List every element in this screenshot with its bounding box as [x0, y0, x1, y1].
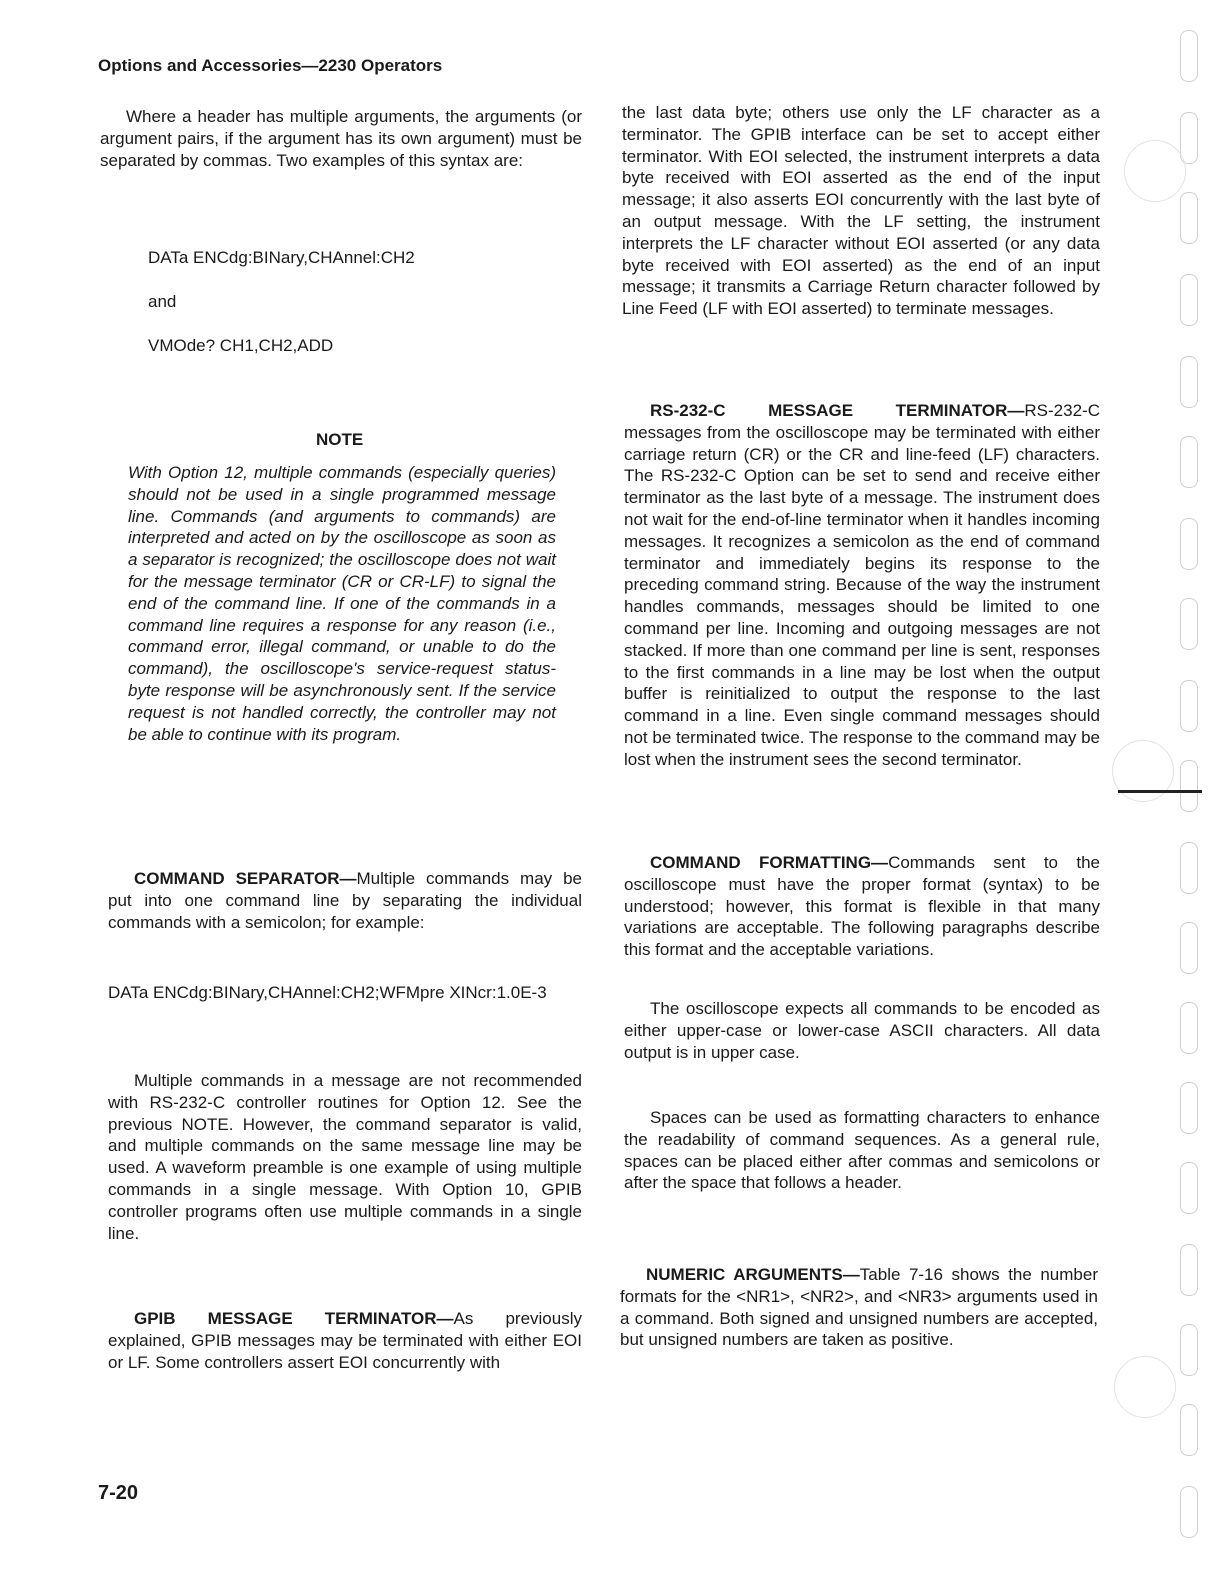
example-1: DATa ENCdg:BINary,CHAnnel:CH2: [148, 248, 415, 267]
binding-mark: [1180, 192, 1198, 244]
binding-mark: [1180, 842, 1198, 894]
binding-mark: [1180, 598, 1198, 650]
multiple-commands-paragraph: [108, 1070, 582, 1244]
binding-mark: [1180, 1324, 1198, 1376]
rs232-terminator-heading: RS-232-C MESSAGE TERMINATOR—: [650, 401, 1025, 420]
note-body: With Option 12, multiple commands (especially queries) should not be used in a single programmed message line. Commands (and arguments to commands) are interpreted and acted on by the oscilloscope as soon as a separator is recognized; the oscilloscope does not wait for the message terminator (CR or CR-LF) to signal the end of the command line. If one of the commands in a command line requires a response for any reason (i.e., command error, illegal command, or unable to do the command), the oscilloscope's service-request status-byte response will be asynchronously sent. If the service request is not handled correctly, the controller may not be able to continue with its program.: [128, 463, 556, 744]
binding-mark: [1180, 274, 1198, 326]
command-separator-section: [108, 868, 582, 933]
numeric-arguments-heading: NUMERIC ARGUMENTS—: [646, 1265, 860, 1284]
gpib-terminator-continued-text: the last data byte; others use only the LF character as a terminator. The GPIB interface can be set to accept either terminator. With EOI selected, the instrument interprets a data byte received with EOI asserted as the end of the input message; it also asserts EOI concurrently with the last byte of an output message. With the LF setting, the instrument interprets the LF character without EOI asserted (or any data byte received with EOI asserted) as the end of an input message; it transmits a Carriage Return character followed by Line Feed (LF with EOI asserted) to terminate messages.: [622, 103, 1100, 319]
numeric-arguments-body: Table 7-16 shows the number formats for the <NR1>, <NR2>, and <NR3> arguments used in a command. Both signed and unsigned numbers are accepted, but unsigned numbers are taken as positive.: [620, 1265, 1098, 1350]
spaces-text: Spaces can be used as formatting characters to enhance the readability of command sequences. As a general rule, spaces can be placed either after commas and semicolons or after the space that follows a header.: [624, 1108, 1100, 1193]
punch-hole: [1114, 1356, 1176, 1418]
example-3: DATa ENCdg:BINary,CHAnnel:CH2;WFMpre XINcr:1.0E-3: [108, 983, 547, 1002]
multiple-commands-text: Multiple commands in a message are not recommended with RS-232-C controller routines for Option 12. See the previous NOTE. However, the command separator is valid, and multiple commands on the same message line may be used. A waveform preamble is one example of using multiple commands in a single message. With Option 10, GPIB controller programs often use multiple commands in a single line.: [108, 1071, 582, 1243]
rs232-terminator-section: [624, 400, 1100, 771]
punch-hole: [1124, 140, 1186, 202]
gpib-terminator-continued: [622, 102, 1100, 320]
binding-mark: [1180, 1162, 1198, 1214]
page-header: Options and Accessories—2230 Operators: [98, 56, 443, 75]
ascii-text: The oscilloscope expects all commands to be encoded as either upper-case or lower-case ASCII characters. All data output is in upper case.: [624, 999, 1100, 1062]
spaces-paragraph: [624, 1107, 1100, 1194]
numeric-arguments-section: [620, 1264, 1098, 1351]
binding-mark: [1180, 1486, 1198, 1538]
note-heading: NOTE: [316, 430, 364, 449]
rs232-terminator-body: RS-232-C messages from the oscilloscope may be terminated with either carriage return (CR) or the CR and line-feed (LF) characters. The RS-232-C Option can be set to send and receive either terminator as the last byte of a message. The instrument does not wait for the end-of-line terminator when it handles incoming messages. It recognizes a semicolon as the end of command terminator and immediately begins its response to the preceding command string. Because of the way the instrument handles commands, messages should be limited to one command per line. Incoming and outgoing messages are not stacked. If more than one command per line is sent, responses to the first commands in a line may be lost when the output buffer is reinitialized to output the response to the last command in a line. Even single command messages should not be terminated twice. The response to the command may be lost when the instrument sees the second terminator.: [624, 401, 1100, 769]
binding-mark: [1180, 518, 1198, 570]
binding-mark: [1180, 356, 1198, 408]
binding-mark: [1180, 1404, 1198, 1456]
binding-mark: [1180, 760, 1198, 812]
gpib-terminator-heading: GPIB MESSAGE TERMINATOR—: [134, 1309, 454, 1328]
binding-mark: [1180, 30, 1198, 82]
intro-text: Where a header has multiple arguments, the arguments (or argument pairs, if the argument has its own argument) must be separated by commas. Two examples of this syntax are:: [100, 107, 582, 170]
example-and: and: [148, 292, 177, 311]
binding-mark: [1180, 436, 1198, 488]
command-formatting-body: Commands sent to the oscilloscope must have the proper format (syntax) to be understood; however, this format is flexible in that many variations are acceptable. The following paragraphs describe this format and the acceptable variations.: [624, 853, 1100, 960]
page-number: 7-20: [98, 1482, 139, 1504]
command-formatting-heading: COMMAND FORMATTING—: [650, 853, 889, 872]
command-separator-body: Multiple commands may be put into one command line by separating the individual commands with a semicolon; for example:: [108, 869, 582, 932]
binding-mark: [1180, 1002, 1198, 1054]
intro-paragraph: [100, 106, 582, 171]
ascii-paragraph: [624, 998, 1100, 1063]
binding-mark: [1180, 1082, 1198, 1134]
binding-mark: [1180, 922, 1198, 974]
command-separator-heading: COMMAND SEPARATOR—: [134, 869, 357, 888]
command-formatting-section: [624, 852, 1100, 961]
example-2: VMOde? CH1,CH2,ADD: [148, 336, 334, 355]
binding-mark: [1180, 1244, 1198, 1296]
section-tab-marker: [1118, 790, 1202, 793]
gpib-terminator-section: [108, 1308, 582, 1373]
gpib-terminator-body: As previously explained, GPIB messages may be terminated with either EOI or LF. Some controllers assert EOI concurrently with: [108, 1309, 582, 1372]
binding-mark: [1180, 680, 1198, 732]
